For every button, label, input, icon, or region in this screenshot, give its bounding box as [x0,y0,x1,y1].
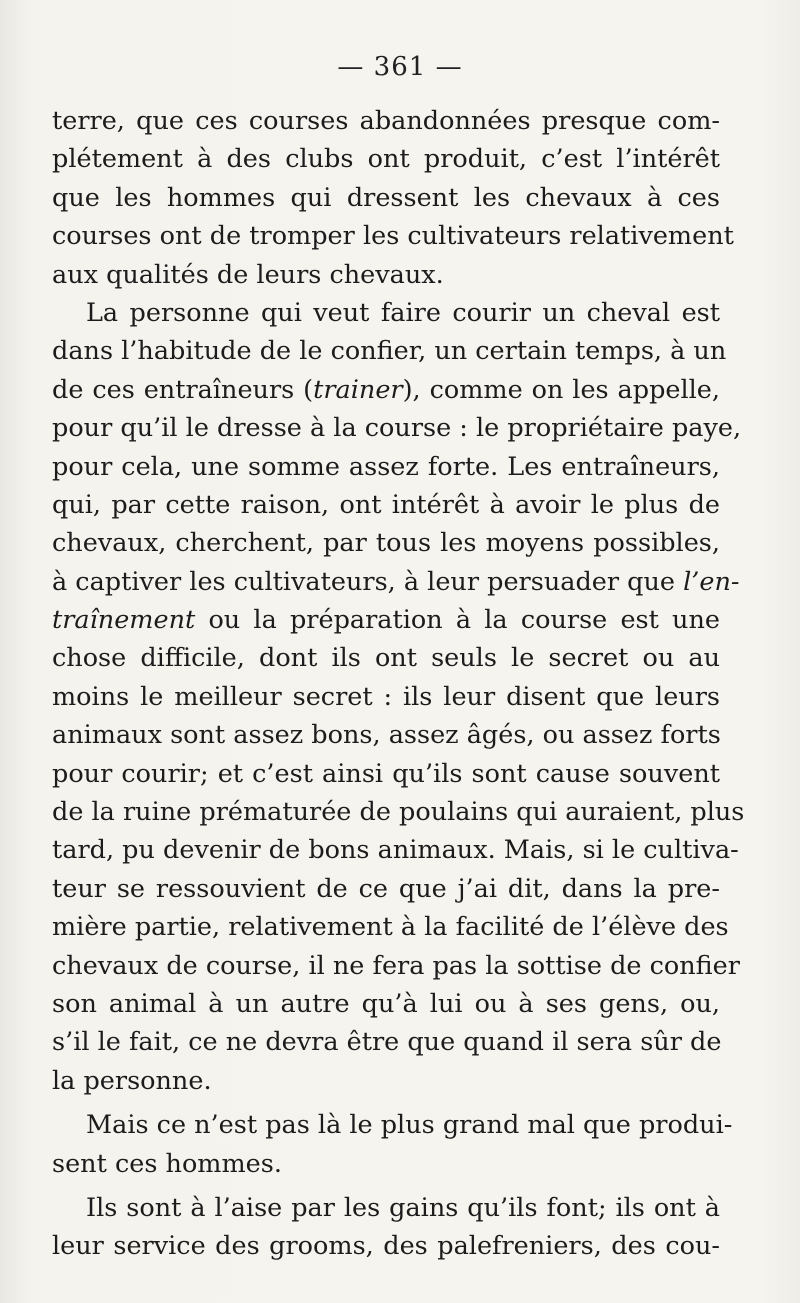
text-line: la personne. [52,1065,212,1096]
text-line-mixed [52,371,720,409]
paragraph-2 [52,294,745,1100]
text-line: terre, que ces courses abandonnées presque com- [52,106,720,136]
text-line: animaux sont assez bons, assez âgés, ou assez forts [52,720,721,751]
text-line: plétement à des clubs ont produit, c’est l’intérêt [52,144,720,175]
text-line: qui, par cette raison, ont intérêt à avoir le plus de [52,489,720,520]
text-line: que les hommes qui dressent les chevaux à ces [52,182,720,213]
text-line: tard, pu devenir de bons animaux. Mais, si le cultiva- [52,835,739,866]
text-line-mixed [52,563,740,601]
text-line: Mais ce n’est pas là le plus grand mal que produi- [86,1110,733,1141]
paragraph-1 [52,102,734,294]
text-line: aux qualités de leurs chevaux. [52,259,444,290]
text-line: mière partie, relativement à la facilité de l’élève des [52,912,729,943]
italic-term: trainer [313,374,403,405]
page-number: — 361 — [337,52,463,82]
text-line: teur se ressouvient de ce que j’ai dit, dans la pre- [52,873,720,904]
text-line: Ils sont à l’aise par les gains qu’ils font; ils ont à [86,1192,720,1223]
text-line: de la ruine prématurée de poulains qui auraient, plus [52,797,745,828]
text-line: pour qu’il le dresse à la course : le propriétaire paye, [52,413,742,444]
text-segment: ), comme on les appelle, [402,374,720,405]
text-segment: de ces entraîneurs ( [52,374,314,405]
italic-term: traînement [52,605,196,636]
body-text [52,102,745,1266]
text-segment: ou la préparation à la course est une [195,605,720,636]
paragraph-3 [52,1106,733,1183]
text-line: pour courir; et c’est ainsi qu’ils sont cause souvent [52,758,720,789]
text-line: chose difficile, dont ils ont seuls le secret ou au [52,643,720,674]
italic-term: l’en- [683,566,740,597]
text-line: sent ces hommes. [52,1148,282,1179]
text-line: dans l’habitude de le confier, un certain temps, à un [52,336,727,367]
text-line: La personne qui veut faire courir un cheval est [86,297,720,328]
text-line: courses ont de tromper les cultivateurs relativement [52,221,734,252]
text-line: son animal à un autre qu’à lui ou à ses gens, ou, [52,988,720,1019]
text-line-mixed [52,601,720,639]
text-line: chevaux, cherchent, par tous les moyens possibles, [52,528,720,559]
text-line: s’il le fait, ce ne devra être que quand il sera sûr de [52,1027,722,1058]
text-line: chevaux de course, il ne fera pas la sottise de confier [52,950,740,981]
paragraph-4 [52,1189,720,1266]
text-line: moins le meilleur secret : ils leur disent que leurs [52,681,720,712]
text-line: pour cela, une somme assez forte. Les entraîneurs, [52,451,720,482]
text-line: leur service des grooms, des palefreniers, des cou- [52,1231,720,1262]
text-segment: à captiver les cultivateurs, à leur persuader que [52,566,684,597]
